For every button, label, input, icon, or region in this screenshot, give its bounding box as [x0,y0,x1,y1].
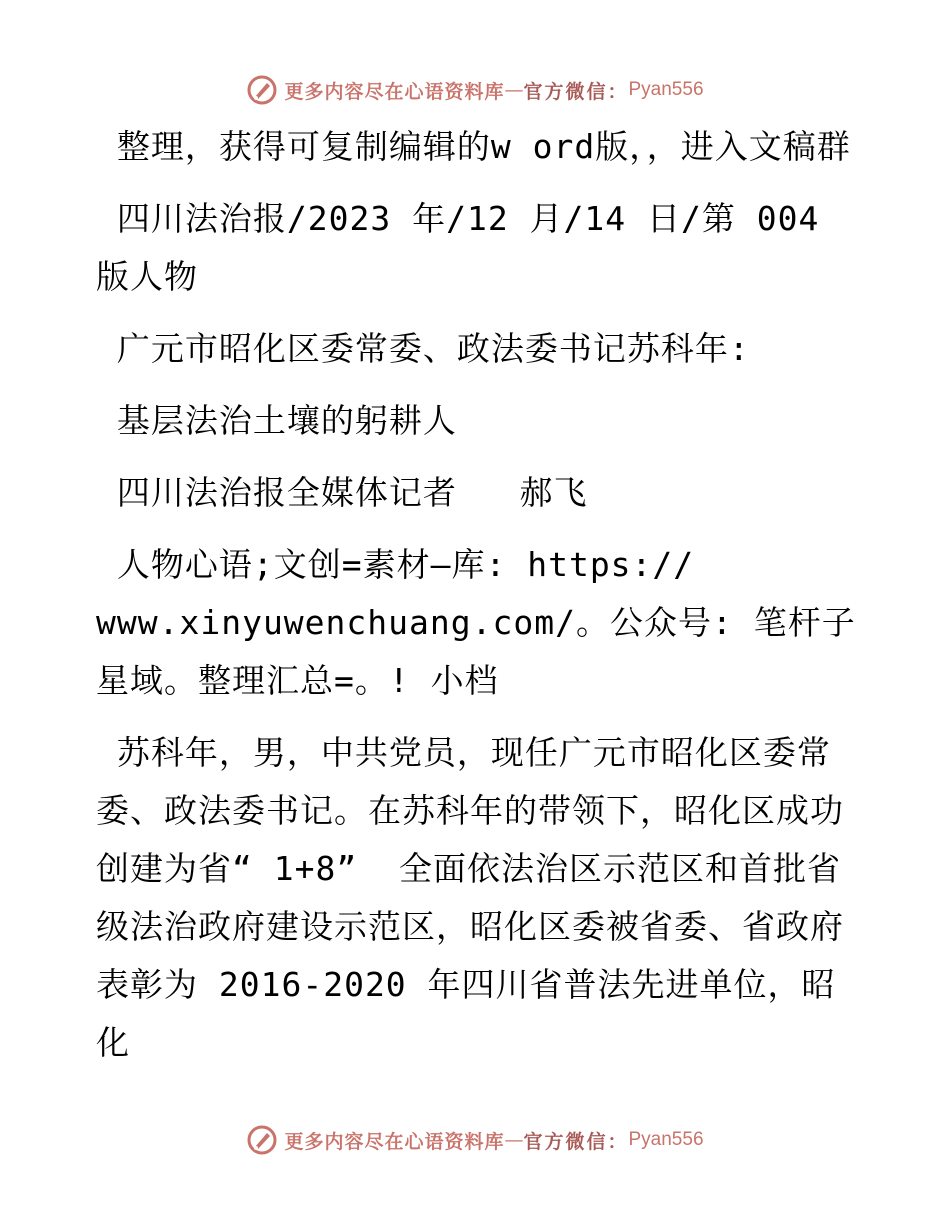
paragraph-7: 苏科年，男，中共党员，现任广元市昭化区委常委、政法委书记。在苏科年的带领下，昭化区成功创建为省“ 1+8” 全面依法治区示范区和首批省级法治政府建设示范区，昭化区委被省委、省政府表彰为 2016-2020 年四川省普法先进单位，昭化 [96,733,844,1062]
header-watermark-banner [0,68,950,112]
banner-text: 更多内容尽在心语资料库 [284,80,505,103]
paragraph-1: 整理，获得可复制编辑的w ord版，，进入文稿群 [96,127,851,166]
banner-dash: — [504,79,524,101]
document-body [96,118,856,1086]
banner-dash: — [504,1129,524,1151]
footer-watermark-banner [0,1118,950,1162]
paragraph-2: 四川法治报/2023 年/12 月/14 日/第 004 版人物 [96,199,841,296]
paragraph-4: 基层法治土壤的躬耕人 [96,401,457,440]
banner-text: 更多内容尽在心语资料库 [284,1130,505,1153]
pen-nib-circle-icon [246,1124,278,1156]
paragraph-3: 广元市昭化区委常委、政法委书记苏科年: [96,329,750,368]
banner-account: Pyan556 [628,79,704,100]
paragraph-5: 四川法治报全媒体记者 郝飞 [96,473,588,512]
paragraph-6: 人物心语;文创=素材—库: https:// www.xinyuwenchuang.com/。公众号: 笔杆子星域。整理汇总=。! 小档 [96,545,856,700]
banner-account: Pyan556 [628,1129,704,1150]
banner-official-label: 官方微信： [523,80,629,103]
banner-official-label: 官方微信： [523,1130,629,1153]
pen-nib-circle-icon [246,74,278,106]
